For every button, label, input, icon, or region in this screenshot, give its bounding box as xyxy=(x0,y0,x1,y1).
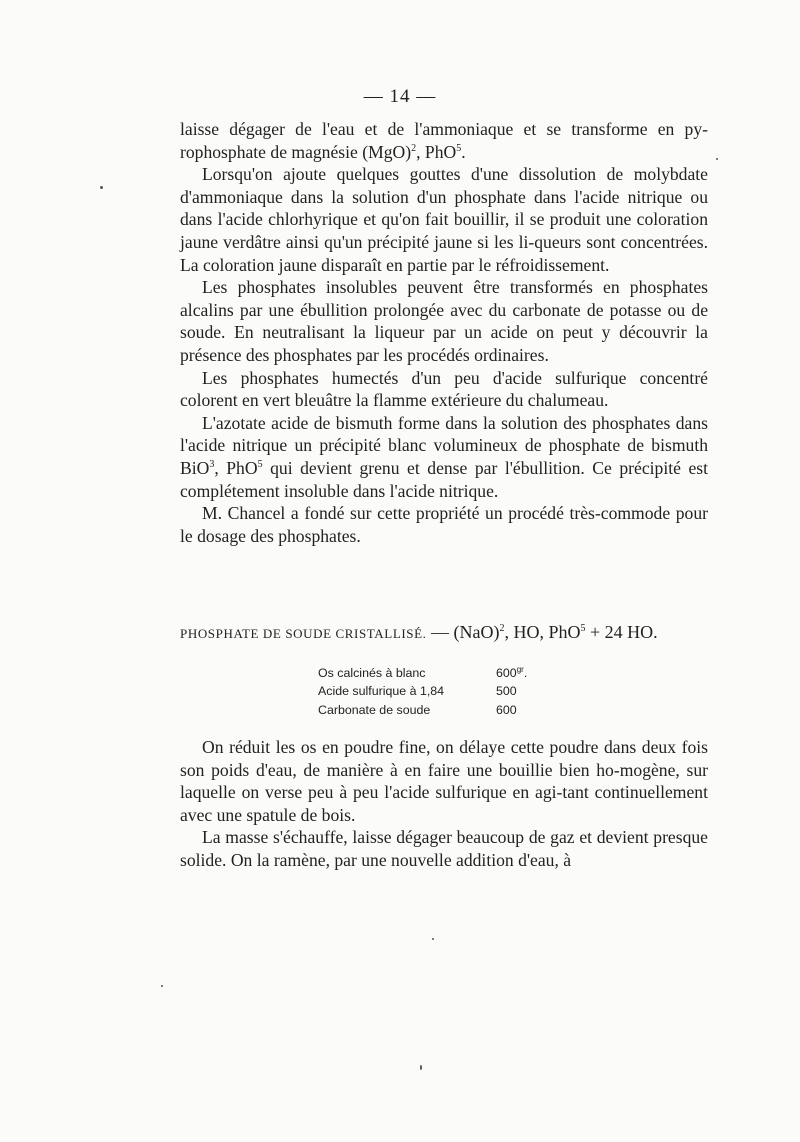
paragraph xyxy=(180,118,708,163)
paragraph xyxy=(180,276,708,366)
ingredient-quantity xyxy=(496,701,556,719)
superscript: 2 xyxy=(499,623,505,634)
heading-formula xyxy=(427,622,658,642)
paragraph xyxy=(180,826,708,871)
paper-speck xyxy=(161,985,163,987)
page-number: — 14 — xyxy=(363,86,437,107)
superscript: 5 xyxy=(580,623,586,634)
paper-speck xyxy=(100,186,103,189)
paper-speck xyxy=(716,158,718,160)
paragraph xyxy=(180,163,708,276)
text-run: Lorsqu'on ajoute quelques gouttes d'une dissolution de molybdate d'ammoniaque dans la solution d'un phosphate dans l'acide nitrique ou dans l'acide chlorhyrique et qu'on fait bouillir, il se produit une coloration jaune verdâtre ainsi qu'un précipité jaune si les li-queurs sont concentrées. La coloration jaune disparaît en partie par le réfroidissement. xyxy=(180,164,708,275)
paper-speck xyxy=(432,938,434,940)
paragraph xyxy=(180,367,708,412)
text-run: M. Chancel a fondé sur cette propriété un procédé très-commode pour le dosage des phosphates. xyxy=(180,503,708,546)
paragraph xyxy=(180,736,708,826)
text-run: La masse s'échauffe, laisse dégager beaucoup de gaz et devient presque solide. On la ramène, par une nouvelle addition d'eau, à xyxy=(180,827,708,870)
ingredient-name: Os calcinés à blanc xyxy=(318,666,426,680)
ingredient-name: Acide sulfurique à 1,84 xyxy=(318,684,445,699)
text-run: laisse dégager de l'eau et de l'ammoniaque et se transforme en py-rophosphate de magnésie (MgO) xyxy=(180,119,708,162)
quantity-value: 500 xyxy=(496,684,517,699)
text-run: qui devient grenu et dense par l'ébullition. Ce précipité est complétement insoluble dans l'acide nitrique. xyxy=(180,457,708,501)
superscript: 3 xyxy=(209,458,215,470)
recipe-row xyxy=(318,701,556,719)
quantity-value: 600 xyxy=(496,702,517,717)
recipe-table xyxy=(318,664,556,719)
recipe-row xyxy=(318,664,556,682)
text-run: , HO, PhO xyxy=(504,622,581,642)
text-run: , PhO xyxy=(214,457,258,478)
superscript: 5 xyxy=(456,142,462,154)
superscript: 5 xyxy=(257,458,263,470)
text-run: . xyxy=(461,141,466,162)
body-text-top xyxy=(180,118,708,547)
text-run: , PhO xyxy=(416,141,457,162)
heading-label: PHOSPHATE DE SOUDE CRISTALLISÉ. xyxy=(180,626,427,641)
text-run: On réduit les os en poudre fine, on délaye cette poudre dans deux fois son poids d'eau, de manière à en faire une bouillie bien ho-mogène, sur laquelle on verse peu à peu l'acide sulfurique en agi-tant continuellement avec une spatule de bois. xyxy=(180,737,708,825)
paragraph xyxy=(180,502,708,547)
text-run: — (NaO) xyxy=(426,622,500,642)
ingredient-quantity xyxy=(496,682,556,700)
recipe-row xyxy=(318,682,556,700)
superscript: 2 xyxy=(411,142,417,154)
section-heading xyxy=(180,622,710,643)
paper-speck xyxy=(420,1065,422,1070)
quantity-suffix: . xyxy=(523,666,528,680)
paragraph xyxy=(180,412,708,502)
text-run: Les phosphates humectés d'un peu d'acide sulfurique concentré colorent en vert bleuâtre la flamme extérieure du chalumeau. xyxy=(180,367,708,411)
ingredient-quantity xyxy=(496,664,556,682)
text-run: + 24 HO. xyxy=(585,622,658,642)
body-text-bottom xyxy=(180,736,708,872)
quantity-value: 600 xyxy=(496,666,517,680)
text-run: L'azotate acide de bismuth forme dans la solution des phosphates dans l'acide nitrique un précipité blanc volumineux de phosphate de bismuth BiO xyxy=(180,412,708,478)
text-run: Les phosphates insolubles peuvent être transformés en phosphates alcalins par une ébullition prolongée avec du carbonate de potasse ou de soude. En neutralisant la liqueur par un acide on peut y découvrir la présence des phosphates par les procédés ordinaires. xyxy=(180,277,708,365)
quantity-unit: gr xyxy=(516,665,524,674)
ingredient-name: Carbonate de soude xyxy=(318,702,431,717)
